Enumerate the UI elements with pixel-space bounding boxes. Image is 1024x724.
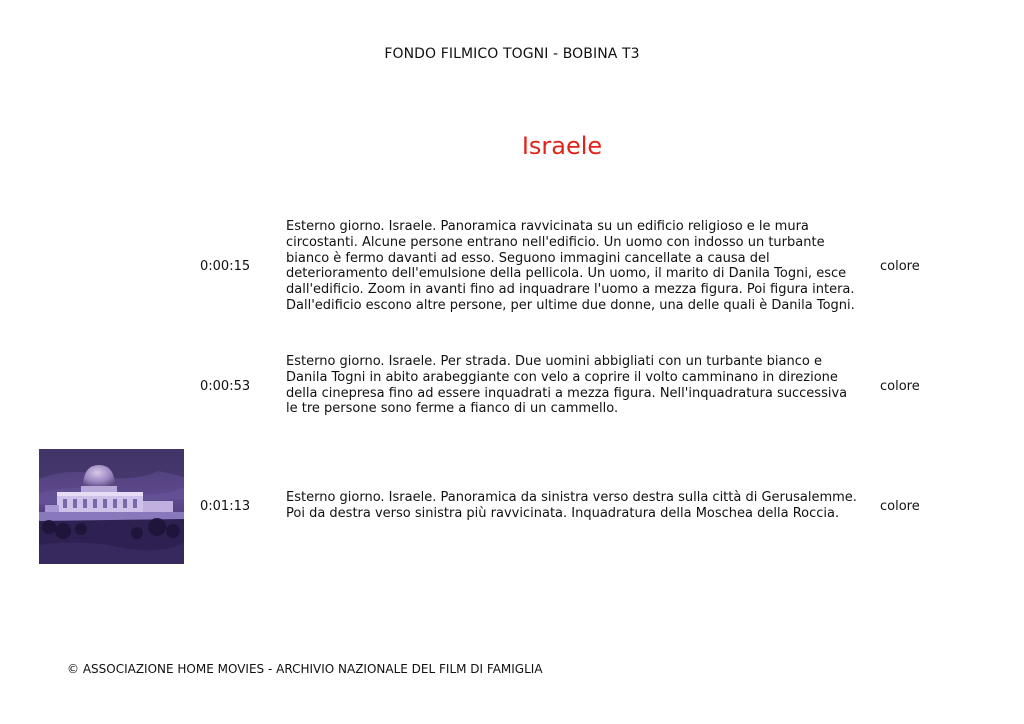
entry-description: Esterno giorno. Israele. Per strada. Due uomini abbigliati con un turbante bianco e Danila Togni in abito arabeggiante con velo a coprire il volto camminano in direzione della cinepresa fino ad essere inquadrati a mezza figura. Nell'inquadratura successiva le tre persone sono ferme a fianco di un cammello. [286,354,848,417]
section-title [0,132,1024,160]
entry-format: colore [880,379,920,394]
entry-thumbnail-image [39,449,184,564]
entry-description: Esterno giorno. Israele. Panoramica da sinistra verso destra sulla città di Gerusalemme. Poi da destra verso sinistra più ravvicinata. Inquadratura della Moschea della Roccia. [286,490,857,521]
entry-format: colore [880,499,920,514]
entry-timecode: 0:01:13 [200,499,251,514]
page-header [0,46,1024,62]
entry-format: colore [880,259,920,274]
entry-timecode: 0:00:15 [200,259,251,274]
entry-description: Esterno giorno. Israele. Panoramica ravvicinata su un edificio religioso e le mura circostanti. Alcune persone entrano nell'edificio. Un uomo con indosso un turbante bianco è fermo davanti ad esso. Seguono immagini cancellate a causa del deterioramento dell'emulsione della pellicola. Un uomo, il marito di Danila Togni, esce dall'edificio. Zoom in avanti fino ad inquadrare l'uomo a mezza figura. Poi figura intera. Dall'edificio escono altre persone, per ultime due donne, una delle quali è Danila Togni. [286,219,855,313]
header-title: FONDO FILMICO TOGNI - BOBINA T3 [384,46,640,62]
dome-of-the-rock-frame [39,449,184,564]
entry-timecode: 0:00:53 [200,379,251,394]
footer-copyright: © ASSOCIAZIONE HOME MOVIES - ARCHIVIO NAZIONALE DEL FILM DI FAMIGLIA [67,662,543,676]
page-footer [67,662,543,676]
section-title-text: Israele [521,132,603,160]
